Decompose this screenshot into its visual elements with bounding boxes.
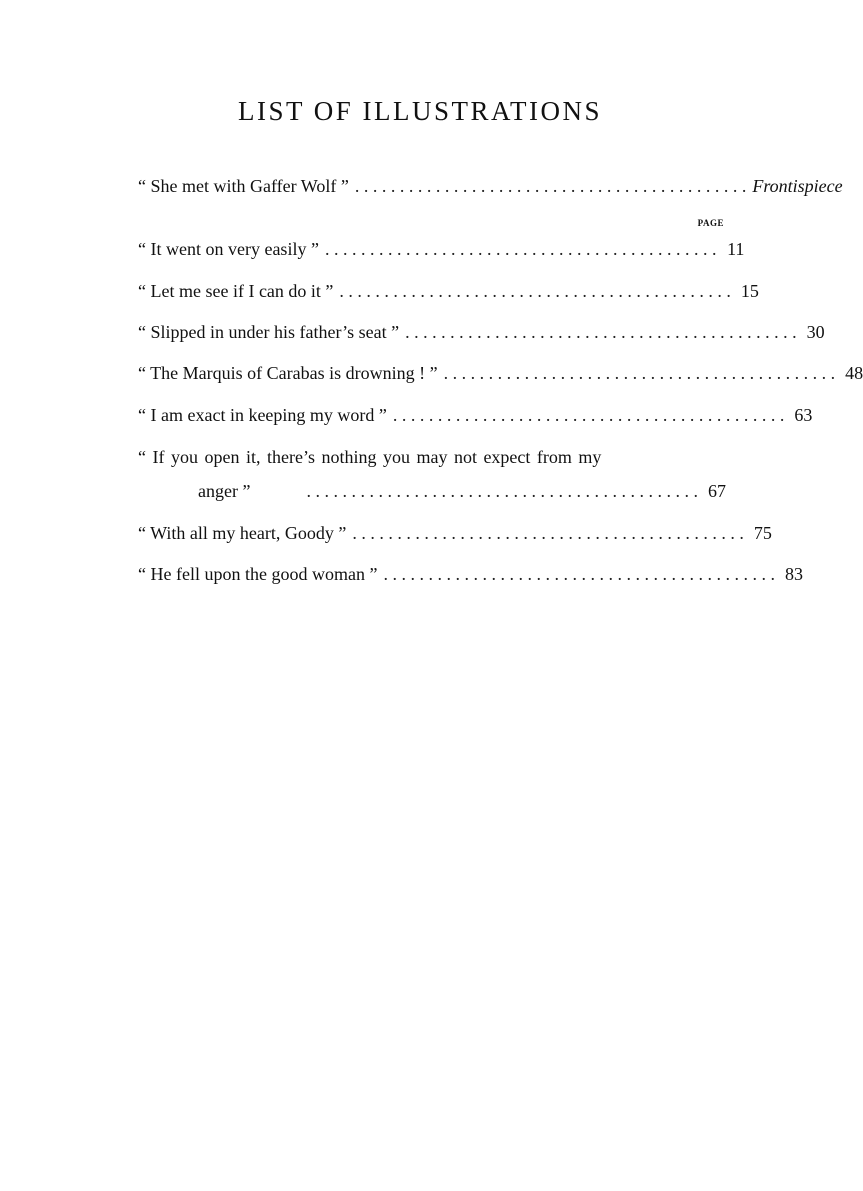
- illustration-caption: anger ”: [198, 481, 251, 501]
- list-item: [138, 175, 843, 197]
- dot-leader: . . . . . . . . . . . . . . . . . . . . . . . . . . . . . . . . . . . . . . . . . . . .: [383, 564, 775, 584]
- illustration-caption: “ Slipped in under his father’s seat ”: [138, 322, 400, 342]
- list-item: [138, 362, 863, 384]
- page-number: 11: [727, 239, 745, 259]
- list-item: [138, 563, 803, 585]
- list-item: [138, 404, 813, 426]
- page-reference: Frontispiece: [752, 176, 843, 196]
- page-number: 48: [845, 363, 863, 383]
- page-number: 63: [794, 405, 813, 425]
- dot-leader: . . . . . . . . . . . . . . . . . . . . . . . . . . . . . . . . . . . . . . . . . . . .: [405, 322, 797, 342]
- illustration-caption: “ With all my heart, Goody ”: [138, 523, 347, 543]
- list-item: [138, 280, 759, 302]
- list-item: [198, 480, 726, 502]
- page-number: 67: [708, 481, 726, 501]
- list-item: [138, 238, 745, 260]
- page-number: 83: [784, 564, 803, 584]
- page-column-label: PAGE: [697, 218, 724, 228]
- illustration-caption: “ He fell upon the good woman ”: [138, 564, 378, 584]
- list-item: [138, 321, 825, 343]
- dot-leader: . . . . . . . . . . . . . . . . . . . . . . . . . . . . . . . . . . . . . . . . . . . .: [392, 405, 785, 425]
- illustration-caption: “ Let me see if I can do it ”: [138, 281, 334, 301]
- dot-leader: . . . . . . . . . . . . . . . . . . . . . . . . . . . . . . . . . . . . . . . . . . . .: [352, 523, 744, 543]
- illustration-caption: “ The Marquis of Carabas is drowning ! ”: [138, 363, 438, 383]
- illustration-caption: “ It went on very easily ”: [138, 239, 319, 259]
- dot-leader: . . . . . . . . . . . . . . . . . . . . . . . . . . . . . . . . . . . . . . . . . . . .: [354, 176, 747, 196]
- dot-leader: . . . . . . . . . . . . . . . . . . . . . . . . . . . . . . . . . . . . . . . . . . . .: [443, 363, 836, 383]
- dot-leader: . . . . . . . . . . . . . . . . . . . . . . . . . . . . . . . . . . . . . . . . . . . .: [306, 481, 698, 501]
- page-number: 75: [753, 523, 772, 543]
- illustration-caption-line-1: “ If you open it, there’s nothing you may not expect from my: [138, 447, 602, 467]
- dot-leader: . . . . . . . . . . . . . . . . . . . . . . . . . . . . . . . . . . . . . . . . . . . .: [339, 281, 731, 301]
- page-number: 15: [740, 281, 759, 301]
- illustration-caption: “ She met with Gaffer Wolf ”: [138, 176, 349, 196]
- page-title: LIST OF ILLUSTRATIONS: [237, 96, 602, 126]
- dot-leader: . . . . . . . . . . . . . . . . . . . . . . . . . . . . . . . . . . . . . . . . . . . .: [324, 239, 717, 259]
- page-number: 30: [806, 322, 825, 342]
- list-item: [138, 522, 772, 544]
- illustration-caption: “ I am exact in keeping my word ”: [138, 405, 387, 425]
